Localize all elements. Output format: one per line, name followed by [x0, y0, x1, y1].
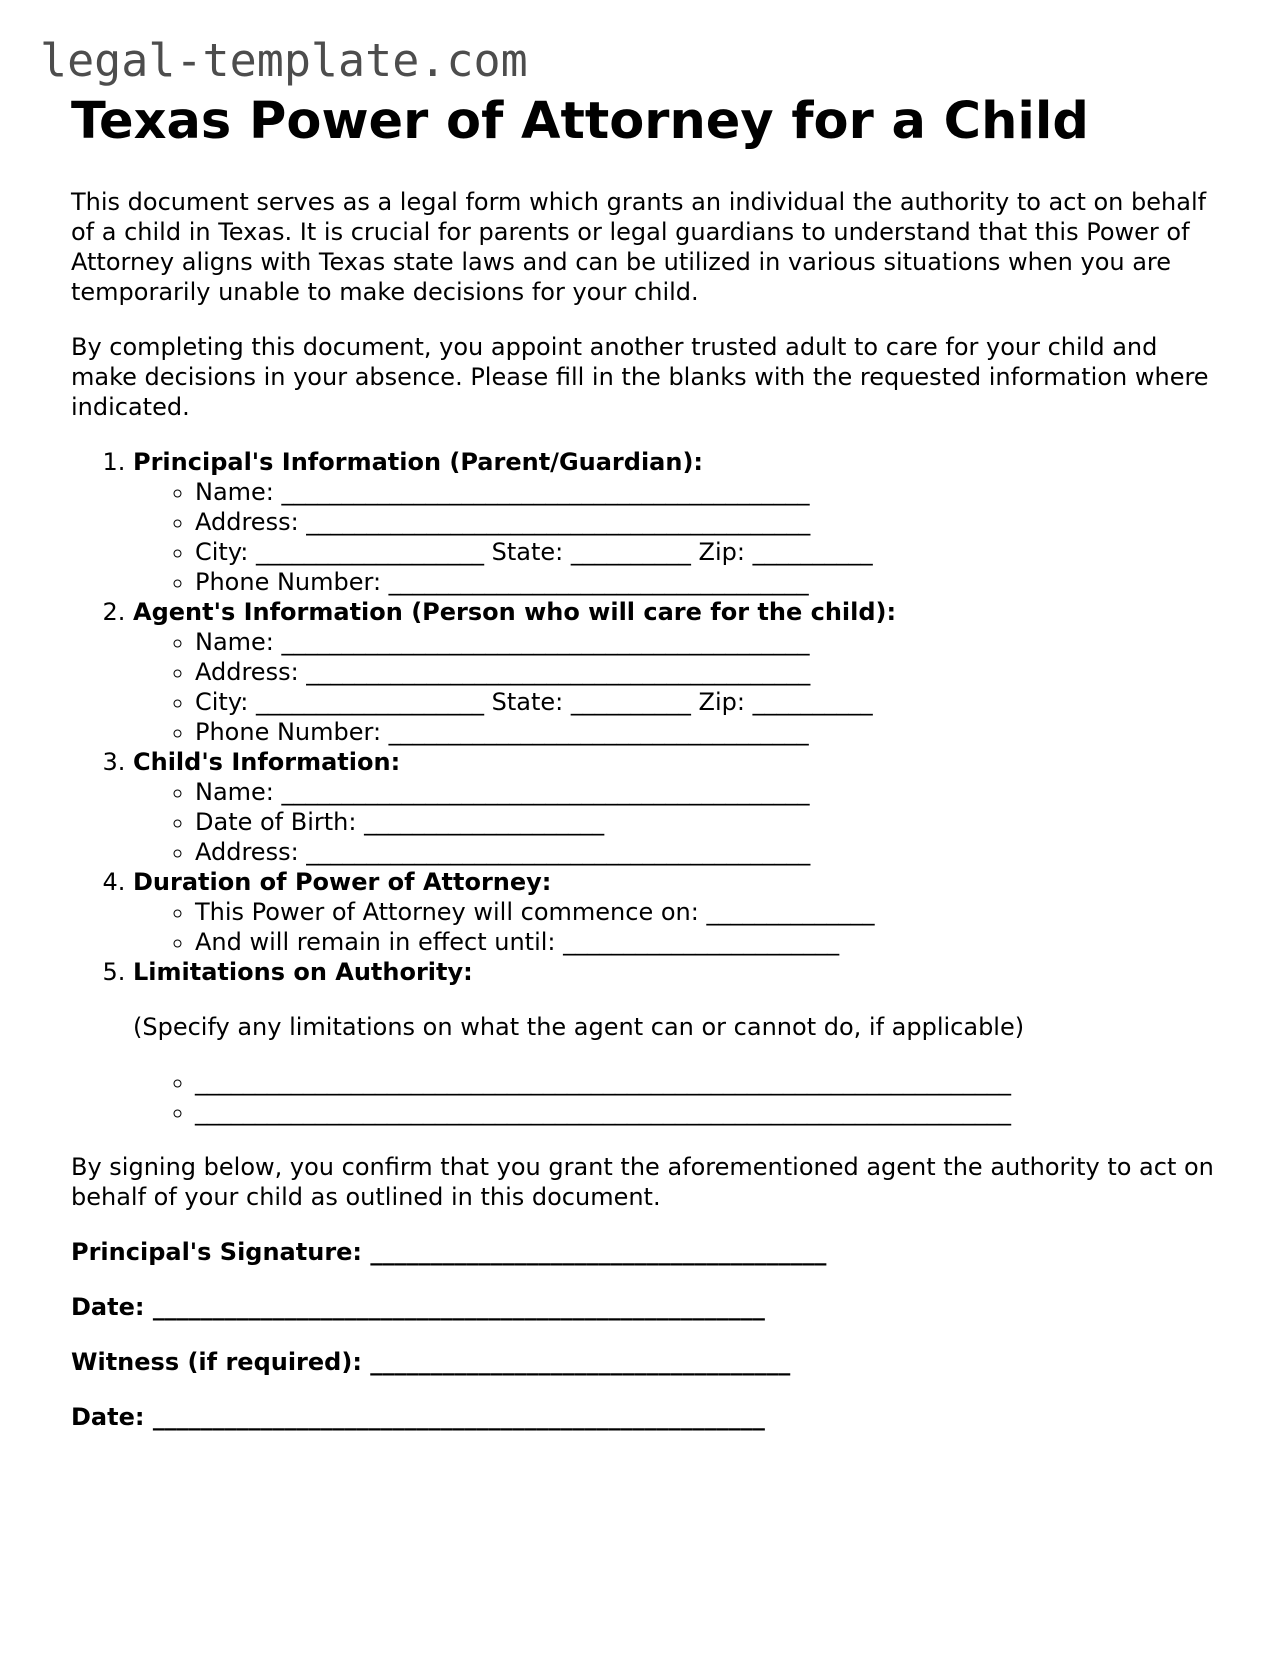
- principal-city-state-zip-field[interactable]: ◦ City: ___________________ State: __________ Zip: __________: [195, 537, 1221, 567]
- agent-phone-field[interactable]: ◦ Phone Number: ___________________________________: [195, 717, 1221, 747]
- date-field-2[interactable]: Date: ___________________________________________________: [71, 1403, 765, 1431]
- section-principal: [133, 447, 1221, 597]
- document-page: [71, 92, 1221, 1432]
- section-title: Duration of Power of Attorney:: [133, 868, 552, 896]
- principal-address-field[interactable]: ◦ Address: __________________________________________: [195, 507, 1221, 537]
- intro-paragraph-1: This document serves as a legal form which grants an individual the authority to act on behalf of a child in Texas. It is crucial for parents or legal guardians to understand that this Power of Attorney aligns with Texas state laws and can be utilized in various situations when you are temporarily unable to make decisions for your child.: [71, 188, 1207, 306]
- agent-city-state-zip-field[interactable]: ◦ City: ___________________ State: __________ Zip: __________: [195, 687, 1221, 717]
- section-duration: [133, 867, 1221, 957]
- limitations-note: (Specify any limitations on what the agent can or cannot do, if applicable): [133, 1013, 1025, 1041]
- principal-name-field[interactable]: ◦ Name: ____________________________________________: [195, 477, 1221, 507]
- field-list: [133, 897, 1221, 957]
- intro-paragraph-2: By completing this document, you appoint another trusted adult to care for your child and make decisions in your absence. Please fill in the blanks with the requested information where indicated.: [71, 333, 1209, 421]
- closing-paragraph: By signing below, you confirm that you grant the aforementioned agent the authority to act on behalf of your child as outlined in this document.: [71, 1153, 1214, 1211]
- page-title: Texas Power of Attorney for a Child: [71, 92, 1089, 151]
- section-title: Principal's Information (Parent/Guardian):: [133, 448, 704, 476]
- limitation-line-2[interactable]: ◦ ____________________________________________________________________: [195, 1097, 1221, 1127]
- child-address-field[interactable]: ◦ Address: __________________________________________: [195, 837, 1221, 867]
- commence-date-field[interactable]: ◦ This Power of Attorney will commence on: ______________: [195, 897, 1221, 927]
- witness-field[interactable]: Witness (if required): ___________________________________: [71, 1348, 791, 1376]
- section-child: [133, 747, 1221, 867]
- field-list: [133, 777, 1221, 867]
- principal-signature-field[interactable]: Principal's Signature: ______________________________________: [71, 1238, 827, 1266]
- section-title: Child's Information:: [133, 748, 401, 776]
- principal-phone-field[interactable]: ◦ Phone Number: ___________________________________: [195, 567, 1221, 597]
- section-title: Agent's Information (Person who will care for the child):: [133, 598, 897, 626]
- section-title: Limitations on Authority:: [133, 958, 473, 986]
- limitation-line-1[interactable]: ◦ ____________________________________________________________________: [195, 1067, 1221, 1097]
- field-list: [133, 477, 1221, 597]
- section-agent: [133, 597, 1221, 747]
- agent-address-field[interactable]: ◦ Address: __________________________________________: [195, 657, 1221, 687]
- watermark: legal-template.com: [40, 34, 528, 87]
- child-dob-field[interactable]: ◦ Date of Birth: ____________________: [195, 807, 1221, 837]
- end-date-field[interactable]: ◦ And will remain in effect until: _______________________: [195, 927, 1221, 957]
- agent-name-field[interactable]: ◦ Name: ____________________________________________: [195, 627, 1221, 657]
- section-limitations: [133, 957, 1221, 1127]
- field-list: [133, 1067, 1221, 1127]
- sections-list: [71, 447, 1221, 1127]
- field-list: [133, 627, 1221, 747]
- date-field-1[interactable]: Date: ___________________________________________________: [71, 1293, 765, 1321]
- child-name-field[interactable]: ◦ Name: ____________________________________________: [195, 777, 1221, 807]
